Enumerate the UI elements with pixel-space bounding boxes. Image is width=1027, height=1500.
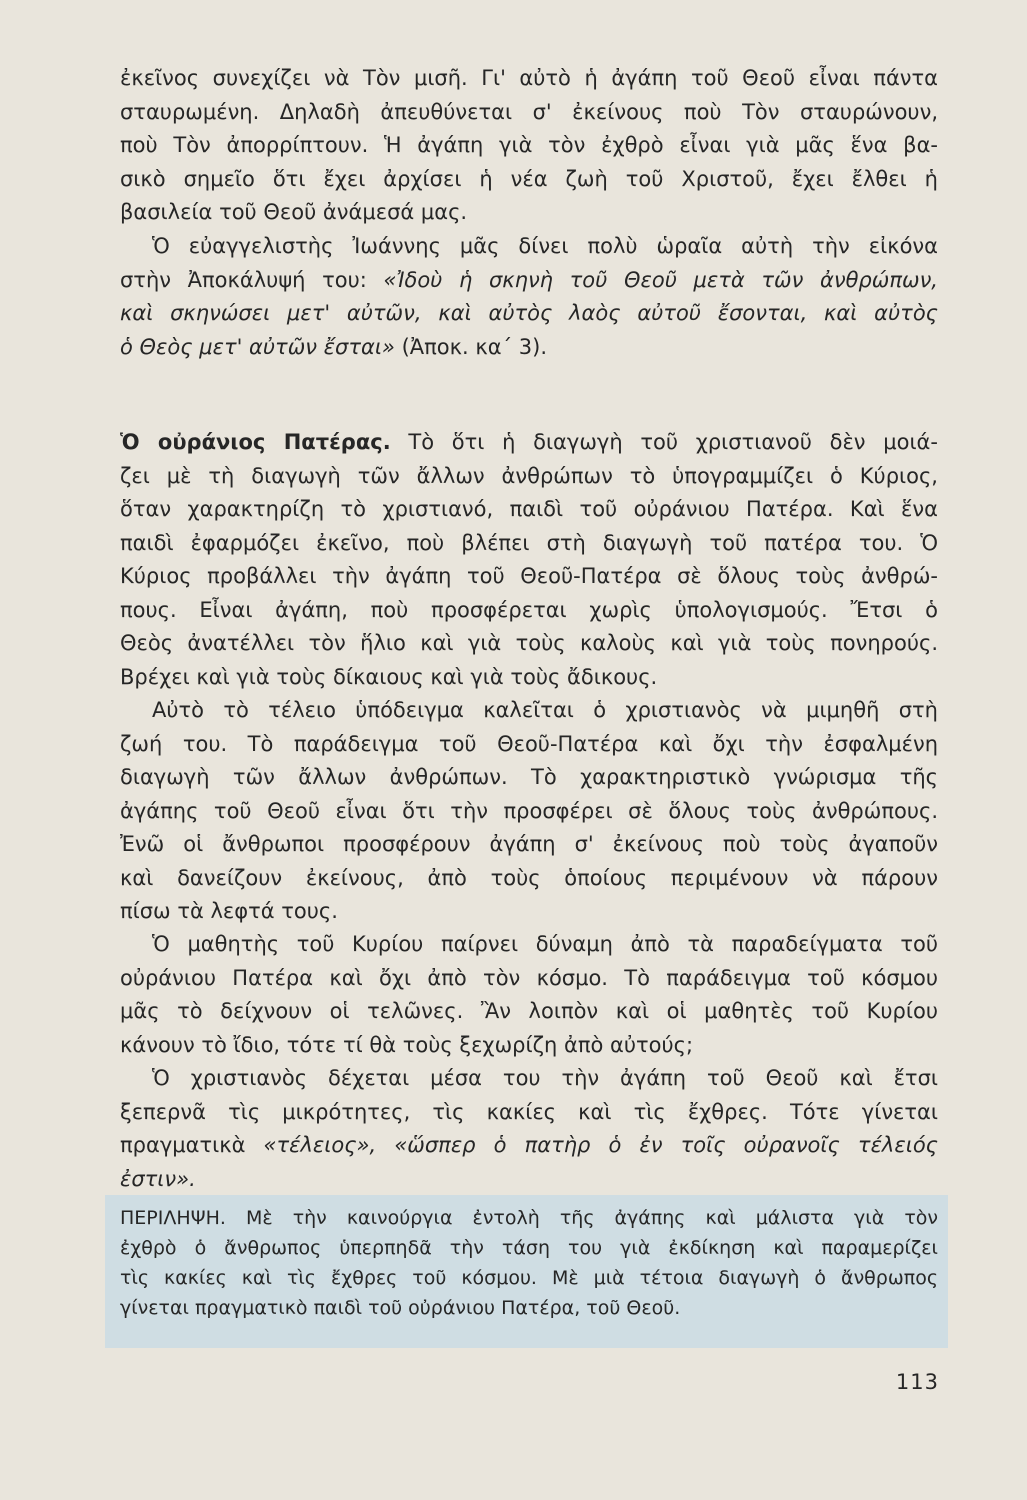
paragraph-1 — [120, 62, 938, 230]
text-line: Κύριος προβάλλει τὴν ἀγάπη τοῦ Θεοῦ-Πατέρα σὲ ὅλους τοὺς ἀνθρώ- — [120, 564, 938, 588]
text-line: βασιλεία τοῦ Θεοῦ ἀνάμεσά μας. — [120, 200, 468, 224]
text-segment: στὴν Ἀποκάλυψή του: — [120, 267, 367, 292]
text-line: οὐράνιου Πατέρα καὶ ὄχι ἀπὸ τὸν κόσμο. Τὸ παράδειγμα τοῦ κόσμου — [120, 965, 938, 990]
summary-line: τὶς κακίες καὶ τὶς ἔχθρες τοῦ κόσμου. Μὲ μιὰ τέτοια διαγωγὴ ὁ ἄνθρωπος — [120, 1267, 938, 1289]
paragraph-2 — [120, 230, 938, 364]
text-line: Ὁ χριστιανὸς δέχεται μέσα του τὴν ἀγάπη τοῦ Θεοῦ καὶ ἔτσι — [152, 1066, 938, 1090]
scripture-quote: «Ἰδοὺ ἡ σκηνὴ τοῦ Θεοῦ μετὰ τῶν ἀνθρώπων, — [383, 267, 938, 292]
paragraph-6 — [120, 1062, 938, 1196]
section-heading: Ὁ οὐράνιος Πατέρας. — [120, 430, 391, 454]
text-line: σικὸ σημεῖο ὅτι ἔχει ἀρχίσει ἡ νέα ζωὴ τοῦ Χριστοῦ, ἔχει ἔλθει ἡ — [120, 166, 938, 191]
text-line: ζει μὲ τὴ διαγωγὴ τῶν ἄλλων ἀνθρώπων τὸ ὑπογραμμίζει ὁ Κύριος, — [120, 463, 938, 488]
text-line: ὅταν χαρακτηρίζη τὸ χριστιανό, παιδὶ τοῦ οὐράνιου Πατέρα. Καὶ ἕνα — [120, 497, 938, 521]
scripture-quote: ὁ Θεὸς μετ' αὐτῶν ἔσται» — [120, 334, 395, 359]
scripture-quote: «ὥσπερ ὁ πατὴρ ὁ ἐν τοῖς οὐρανοῖς τέλειός — [394, 1133, 938, 1157]
text-line: σταυρωμένη. Δηλαδὴ ἀπευθύνεται σ' ἐκείνους ποὺ Τὸν σταυρώνουν, — [120, 99, 938, 124]
scripture-quote-line: καὶ σκηνώσει μετ' αὐτῶν, καὶ αὐτὸς λαὸς αὐτοῦ ἔσονται, καὶ αὐτὸς — [120, 301, 938, 325]
page-number: 113 — [895, 1370, 939, 1394]
summary-line: γίνεται πραγματικὸ παιδὶ τοῦ οὐράνιου Πατέρα, τοῦ Θεοῦ. — [120, 1297, 681, 1319]
text-line — [120, 264, 938, 298]
text-line: Αὐτὸ τὸ τέλειο ὑπόδειγμα καλεῖται ὁ χριστιανὸς νὰ μιμηθῆ στὴ — [152, 698, 938, 722]
text-line: καὶ δανείζουν ἐκείνους, ἀπὸ τοὺς ὁποίους περιμένουν νὰ πάρουν — [120, 865, 938, 890]
paragraph-5 — [120, 928, 938, 1062]
text-line — [120, 331, 938, 365]
text-line: μᾶς τὸ δείχνουν οἱ τελῶνες. Ἂν λοιπὸν καὶ οἱ μαθητὲς τοῦ Κυρίου — [120, 999, 938, 1023]
summary-line: ἐχθρὸ ὁ ἄνθρωπος ὑπερπηδᾶ τὴν τάση του γιὰ ἐκδίκηση καὶ παραμερίζει — [120, 1237, 938, 1259]
text-line: Βρέχει καὶ γιὰ τοὺς δίκαιους καὶ γιὰ τοὺς ἄδικους. — [120, 664, 658, 689]
text-line — [120, 426, 938, 460]
paragraph-4 — [120, 694, 938, 929]
text-segment: Τὸ ὅτι ἡ διαγωγὴ τοῦ χριστιανοῦ δὲν μοιά- — [408, 430, 938, 454]
text-line: Ἐνῶ οἱ ἄνθρωποι προσφέρουν ἀγάπη σ' ἐκείνους ποὺ τοὺς ἀγαποῦν — [120, 832, 938, 856]
text-line: Ὁ εὐαγγελιστὴς Ἰωάννης μᾶς δίνει πολὺ ὡραῖα αὐτὴ τὴν εἰκόνα — [152, 234, 938, 258]
text-line: ποὺ Τὸν ἀπορρίπτουν. Ἡ ἀγάπη γιὰ τὸν ἐχθρὸ εἶναι γιὰ μᾶς ἕνα βα- — [120, 133, 938, 157]
text-line: ἐκεῖνος συνεχίζει νὰ Τὸν μισῆ. Γι' αὐτὸ ἡ ἀγάπη τοῦ Θεοῦ εἶναι πάντα — [120, 66, 938, 90]
text-line: ἀγάπης τοῦ Θεοῦ εἶναι ὅτι τὴν προσφέρει σὲ ὅλους τοὺς ἀνθρώπους. — [120, 798, 938, 823]
text-segment: πραγματικὰ — [120, 1133, 246, 1157]
summary-text — [120, 1203, 938, 1323]
paragraph-3 — [120, 426, 938, 694]
text-line: ξεπερνᾶ τὶς μικρότητες, τὶς κακίες καὶ τὶς ἔχθρες. Τότε γίνεται — [120, 1099, 938, 1124]
text-line — [120, 1129, 938, 1163]
scripture-reference: (Ἀποκ. κα΄ 3). — [401, 334, 547, 359]
text-line: ζωή του. Τὸ παράδειγμα τοῦ Θεοῦ-Πατέρα καὶ ὄχι τὴν ἐσφαλμένη — [120, 731, 938, 756]
text-line: Ὁ μαθητὴς τοῦ Κυρίου παίρνει δύναμη ἀπὸ τὰ παραδείγματα τοῦ — [152, 932, 938, 956]
text-line: πους. Εἶναι ἀγάπη, ποὺ προσφέρεται χωρὶς ὑπολογισμούς. Ἔτσι ὁ — [120, 597, 938, 622]
scripture-quote-line: ἐστιν». — [120, 1166, 196, 1191]
text-line: πίσω τὰ λεφτά τους. — [120, 899, 338, 923]
text-line: κάνουν τὸ ἴδιο, τότε τί θὰ τοὺς ξεχωρίζη ἀπὸ αὐτούς; — [120, 1032, 694, 1057]
text-line: Θεὸς ἀνατέλλει τὸν ἥλιο καὶ γιὰ τοὺς καλοὺς καὶ γιὰ τοὺς πονηρούς. — [120, 631, 938, 655]
text-line: παιδὶ ἐφαρμόζει ἐκεῖνο, ποὺ βλέπει στὴ διαγωγὴ τοῦ πατέρα του. Ὁ — [120, 530, 938, 555]
scripture-quote: «τέλειος», — [263, 1133, 377, 1157]
text-line: διαγωγὴ τῶν ἄλλων ἀνθρώπων. Τὸ χαρακτηριστικὸ γνώρισμα τῆς — [120, 765, 938, 789]
summary-line: ΠΕΡΙΛΗΨΗ. Μὲ τὴν καινούργια ἐντολὴ τῆς ἀγάπης καὶ μάλιστα γιὰ τὸν — [120, 1207, 938, 1229]
